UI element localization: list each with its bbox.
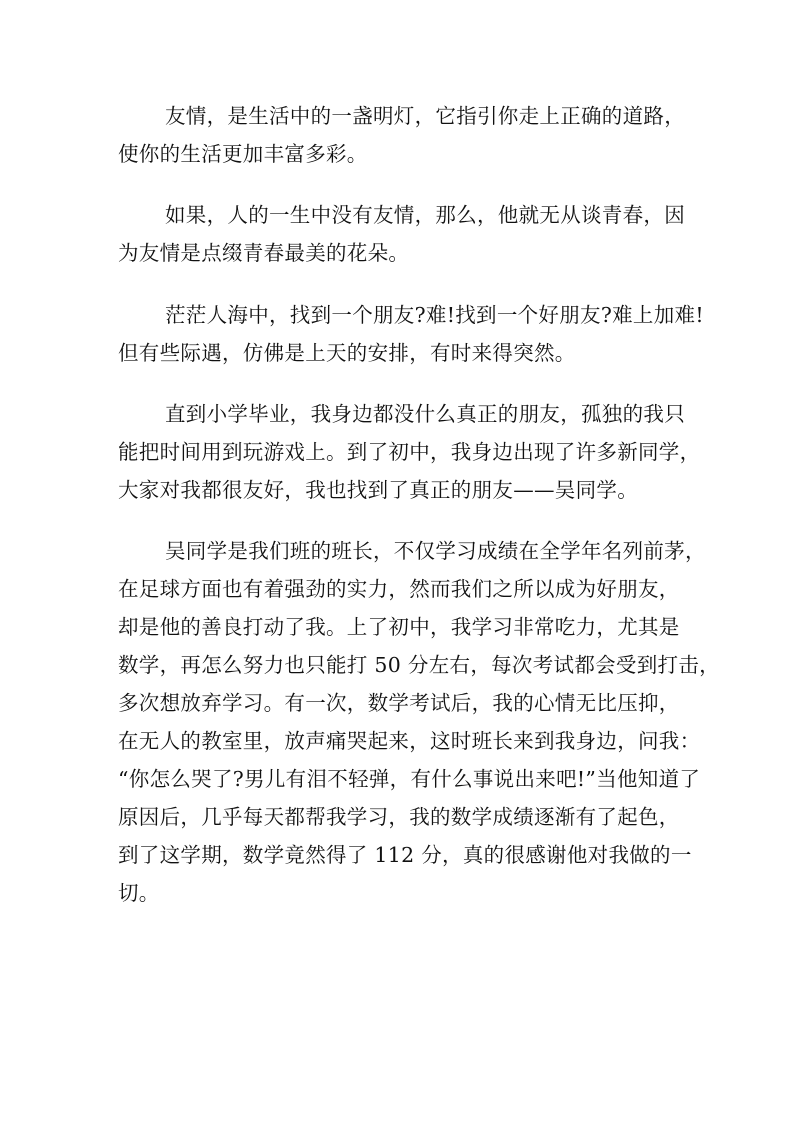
paragraph-line: 大家对我都很友好，我也找到了真正的朋友——吴同学。: [118, 478, 638, 502]
paragraph-line: 多次想放弃学习。有一次，数学考试后，我的心情无比压抑，: [118, 691, 680, 715]
paragraph-line: 在足球方面也有着强劲的实力，然而我们之所以成为好朋友，: [118, 577, 680, 601]
paragraph-line: 原因后，几乎每天都帮我学习，我的数学成绩逐渐有了起色，: [118, 805, 680, 829]
paragraph-line: 切。: [118, 881, 160, 905]
paragraph-line: 到了这学期，数学竟然得了 112 分，真的很感谢他对我做的一: [118, 843, 692, 867]
paragraph-line: “你怎么哭了?男儿有泪不轻弹，有什么事说出来吧!”当他知道了: [118, 767, 701, 791]
paragraph-line: 吴同学是我们班的班长，不仅学习成绩在全学年名列前茅，: [165, 539, 706, 563]
paragraph-line: 直到小学毕业，我身边都没什么真正的朋友，孤独的我只: [165, 402, 685, 426]
paragraph-finding-friend: [118, 296, 704, 372]
paragraph-line: 友情，是生活中的一盏明灯，它指引你走上正确的道路，: [165, 104, 685, 128]
paragraph-friendship-lamp: [118, 97, 698, 173]
paragraph-line: 在无人的教室里，放声痛哭起来，这时班长来到我身边，问我：: [118, 729, 701, 753]
paragraph-line: 为友情是点缀青春最美的花朵。: [118, 241, 410, 265]
paragraph-line: 茫茫人海中，找到一个朋友?难!找到一个好朋友?难上加难!: [165, 303, 704, 327]
paragraph-class-monitor: [118, 532, 720, 912]
paragraph-middle-school: [118, 395, 701, 509]
paragraph-youth-flower: [118, 196, 698, 272]
paragraph-line: 能把时间用到玩游戏上。到了初中，我身边出现了许多新同学，: [118, 440, 701, 464]
paragraph-line: 使你的生活更加丰富多彩。: [118, 142, 368, 166]
paragraph-line: 如果，人的一生中没有友情，那么，他就无从谈青春，因: [165, 203, 685, 227]
paragraph-line: 数学，再怎么努力也只能打 50 分左右，每次考试都会受到打击，: [118, 653, 720, 677]
paragraph-line: 但有些际遇，仿佛是上天的安排，有时来得突然。: [118, 341, 576, 365]
paragraph-line: 却是他的善良打动了我。上了初中，我学习非常吃力，尤其是: [118, 615, 680, 639]
